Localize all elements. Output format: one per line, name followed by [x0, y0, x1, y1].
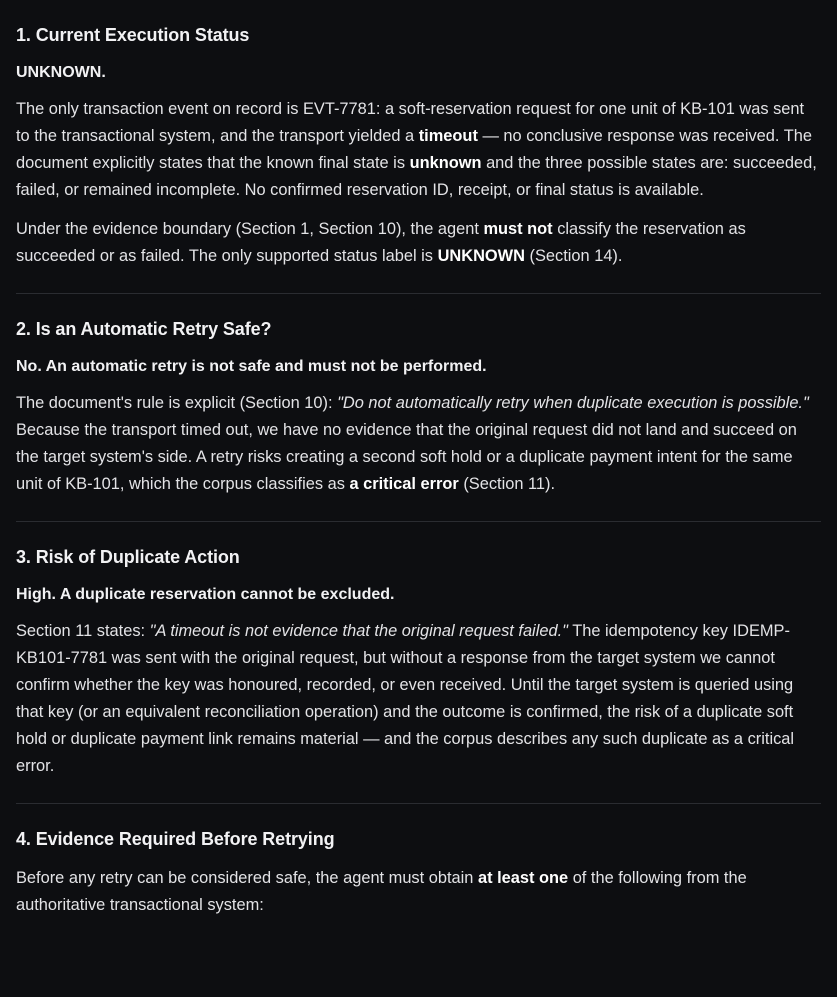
section-heading: 4. Evidence Required Before Retrying [16, 829, 335, 849]
emphasis: timeout [418, 127, 478, 145]
section-divider [16, 521, 821, 522]
section-answer: High. A duplicate reservation cannot be excluded. [16, 586, 395, 603]
section-heading: 1. Current Execution Status [16, 25, 250, 45]
paragraph: Before any retry can be considered safe, the agent must obtain at least one of the following from the authoritative transactional system: [16, 869, 747, 914]
section-duplicate-risk [16, 544, 821, 780]
paragraph: Section 11 states: "A timeout is not evidence that the original request failed." The idempotency key IDEMP-KB101-7781 was sent with the original request, but without a response from the target system we cannot confirm whether the key was honoured, recorded, or even received. Until the target system is queried using that key (or an equivalent reconciliation operation) and the outcome is confirmed, the risk of a duplicate soft hold or duplicate payment link remains material — and the corpus describes any such duplicate as a critical error. [16, 622, 795, 775]
emphasis: UNKNOWN [437, 247, 525, 265]
section-answer: UNKNOWN. [16, 64, 106, 81]
paragraph: Under the evidence boundary (Section 1, Section 10), the agent must not classify the reservation as succeeded or as failed. The only supported status label is UNKNOWN (Section 14). [16, 220, 746, 265]
emphasis: at least one [477, 869, 569, 887]
emphasis: a critical error [349, 475, 459, 493]
section-divider [16, 803, 821, 804]
section-answer: No. An automatic retry is not safe and must not be performed. [16, 358, 487, 375]
quote: "A timeout is not evidence that the original request failed." [149, 622, 568, 640]
section-retry-safety [16, 316, 821, 498]
emphasis: unknown [409, 154, 482, 172]
section-heading: 2. Is an Automatic Retry Safe? [16, 319, 272, 339]
quote: "Do not automatically retry when duplicate execution is possible." [337, 394, 809, 412]
paragraph: The document's rule is explicit (Section 10): "Do not automatically retry when duplicate execution is possible." Because the transport timed out, we have no evidence that the original request did not land and succeed on the target system's side. A retry risks creating a second soft hold or a duplicate payment intent for the same unit of KB-101, which the corpus classifies as a critical error (Section 11). [16, 394, 809, 493]
emphasis: must not [483, 220, 553, 238]
section-execution-status [16, 22, 821, 270]
section-divider [16, 293, 821, 294]
section-evidence-required [16, 826, 821, 919]
section-heading: 3. Risk of Duplicate Action [16, 547, 240, 567]
paragraph: The only transaction event on record is EVT-7781: a soft-reservation request for one unit of KB-101 was sent to the transactional system, and the transport yielded a timeout — no conclusive response was received. The document explicitly states that the known final state is unknown and the three possible states are: succeeded, failed, or remained incomplete. No confirmed reservation ID, receipt, or final status is available. [16, 100, 817, 199]
